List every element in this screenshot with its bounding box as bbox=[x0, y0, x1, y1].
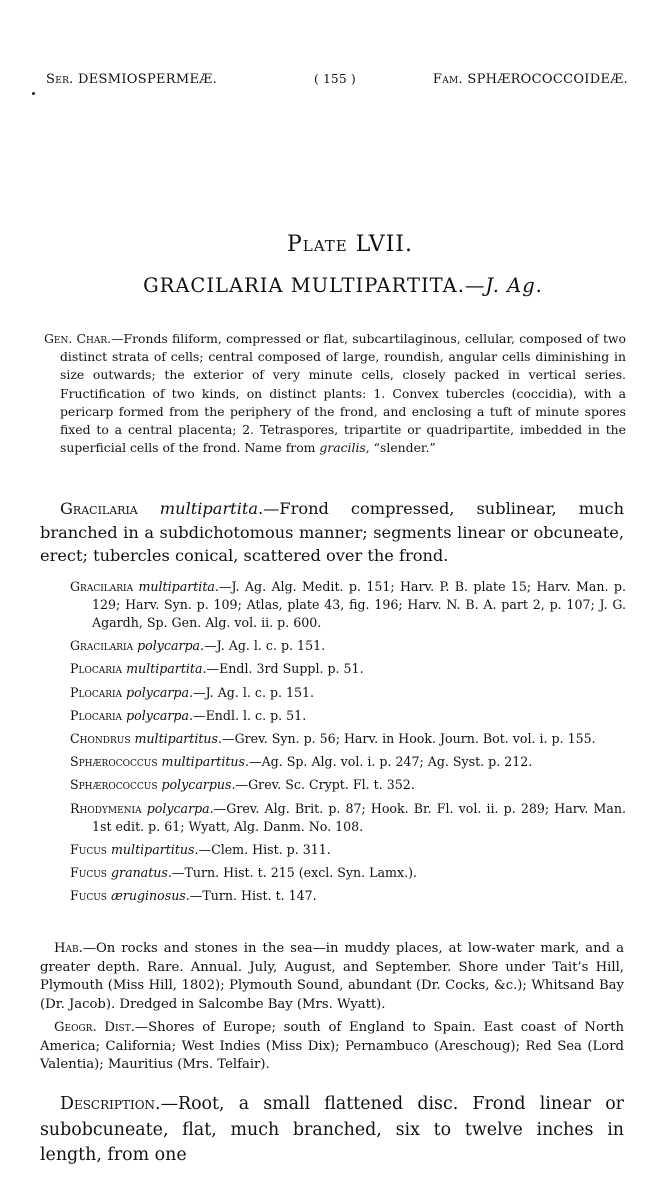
synonym-species: multipartita bbox=[126, 661, 203, 677]
synonym-genus: Plocaria bbox=[70, 684, 123, 700]
synonym-entry bbox=[70, 684, 626, 702]
synonym-genus: Fucus bbox=[70, 841, 107, 857]
diagnosis-species: multipartita bbox=[159, 499, 259, 518]
gen-char-label: Gen. Char. bbox=[44, 331, 112, 346]
species-title-author: J. Ag. bbox=[485, 274, 543, 297]
synonym-entry bbox=[70, 730, 626, 748]
synonym-genus: Chondrus bbox=[70, 730, 131, 746]
habitat-label: Hab. bbox=[54, 941, 83, 956]
synonym-entry bbox=[70, 637, 626, 655]
synonym-genus: Sphærococcus bbox=[70, 754, 158, 770]
header-series: Ser. DESMIOSPERMEÆ. bbox=[46, 72, 218, 87]
synonym-reference: .—Grev. Alg. Brit. p. 87; Hook. Br. Fl. vol. ii. p. 289; Harv. Man. 1st edit. p. 61; Wyatt, Alg. Danm. No. 108. bbox=[92, 800, 626, 834]
gen-char-text: —Fronds filiform, compressed or flat, subcartilaginous, cellular, composed of two distinct strata of cells; central composed of large, roundish, angular cells diminishing in size outwards; the exterior of very minute cells, closely packed in vertical series. Fructification of two kinds, on distinct plants: 1. Convex tubercles (coccidia), with a pericarp formed from the periphery of the frond, and enclosing a tuft of minute spores fixed to a central placenta; 2. Tetraspores, tripartite or quadripartite, imbedded in the superficial cells of the frond. Name from bbox=[60, 331, 627, 456]
synonym-entry bbox=[70, 776, 626, 794]
synonym-species: multipartitus bbox=[134, 730, 218, 746]
synonym-species: polycarpa bbox=[146, 800, 210, 816]
synonym-species: polycarpus bbox=[161, 777, 232, 793]
plate-heading: Plate LVII. bbox=[287, 232, 413, 257]
distribution-label: Geogr. Dist. bbox=[54, 1020, 135, 1035]
synonym-genus: Sphærococcus bbox=[70, 777, 158, 793]
synonym-species: æruginosus bbox=[110, 888, 186, 904]
page-number: ( 155 ) bbox=[314, 72, 356, 86]
synonym-species: multipartitus bbox=[110, 841, 195, 857]
synonym-reference: .—Endl. 3rd Suppl. p. 51. bbox=[202, 661, 364, 677]
synonym-entry bbox=[70, 707, 626, 725]
synonym-reference: .—Grev. Sc. Crypt. Fl. t. 352. bbox=[231, 777, 415, 793]
synonym-genus: Fucus bbox=[70, 888, 107, 904]
synonym-species: polycarpa bbox=[137, 638, 201, 654]
header-family: Fam. SPHÆROCOCCOIDEÆ. bbox=[432, 72, 628, 87]
synonym-genus: Rhodymenia bbox=[70, 800, 142, 816]
synonym-reference: .—J. Ag. l. c. p. 151. bbox=[200, 638, 326, 654]
synonym-reference: .—Ag. Sp. Alg. vol. i. p. 247; Ag. Syst. p. 212. bbox=[244, 754, 533, 770]
running-header bbox=[40, 72, 628, 92]
synonym-entry bbox=[70, 578, 626, 632]
synonym-entry bbox=[70, 887, 626, 905]
synonym-reference: .—J. Ag. l. c. p. 151. bbox=[189, 684, 315, 700]
synonym-entry bbox=[70, 753, 626, 771]
gen-char-etym-word: gracilis bbox=[319, 440, 366, 456]
synonym-genus: Plocaria bbox=[70, 707, 123, 723]
synonym-entry bbox=[70, 800, 626, 836]
synonym-genus: Plocaria bbox=[70, 661, 123, 677]
ink-dot bbox=[32, 92, 35, 95]
gen-char-etym-meaning: , “slender.” bbox=[365, 440, 436, 456]
species-diagnosis bbox=[40, 497, 624, 568]
synonym-species: granatus bbox=[110, 864, 168, 880]
diagnosis-text: .—Frond compressed, sublinear, much branched in a subdichotomous manner; segments linear or obcuneate, erect; tubercles conical, scattered over the frond. bbox=[40, 499, 624, 565]
synonym-genus: Gracilaria bbox=[70, 638, 134, 654]
synonym-entry bbox=[70, 660, 626, 678]
synonym-entry bbox=[70, 841, 626, 859]
synonym-reference: .—Turn. Hist. t. 147. bbox=[185, 888, 317, 904]
synonym-reference: .—Grev. Syn. p. 56; Harv. in Hook. Journ. Bot. vol. i. p. 155. bbox=[217, 730, 596, 746]
generic-character bbox=[44, 330, 626, 457]
synonymy-list bbox=[70, 578, 626, 910]
synonym-reference: .—Turn. Hist. t. 215 (excl. Syn. Lamx.). bbox=[167, 864, 417, 880]
synonym-reference: .—Endl. l. c. p. 51. bbox=[189, 707, 307, 723]
synonym-species: multipartitus bbox=[161, 754, 245, 770]
description-section bbox=[40, 1092, 624, 1169]
synonym-species: polycarpa bbox=[126, 684, 190, 700]
species-title bbox=[0, 274, 660, 297]
diagnosis-genus: Gracilaria bbox=[60, 499, 138, 518]
synonym-species: multipartita bbox=[138, 579, 215, 594]
description-text: —Root, a small flattened disc. Frond linear or subobcuneate, flat, much branched, six to twelve inches in length, from one bbox=[40, 1094, 624, 1165]
synonym-species: polycarpa bbox=[126, 707, 190, 723]
synonym-reference: .—Clem. Hist. p. 311. bbox=[194, 841, 331, 857]
habitat-section bbox=[40, 940, 624, 1080]
distribution-text: —Shores of Europe; south of England to Spain. East coast of North America; California; West Indies (Miss Dix); Pernambuco (Areschoug); Red Sea (Lord Valentia); Mauritius (Mrs. Telfair). bbox=[40, 1020, 625, 1072]
synonym-genus: Fucus bbox=[70, 864, 107, 880]
synonym-genus: Gracilaria bbox=[70, 579, 134, 594]
species-title-main: GRACILARIA MULTIPARTITA.— bbox=[143, 274, 486, 297]
habitat-text: —On rocks and stones in the sea—in muddy places, at low-water mark, and a greater depth. Rare. Annual. July, August, and September. Shore under Tait’s Hill, Plymouth (Miss Hill, 1802); Plymouth Sound, abundant (Dr. Cocks, &c.); Whitsand Bay (Dr. Jacob). Dredged in Salcombe Bay (Mrs. Wyatt). bbox=[40, 941, 624, 1012]
synonym-entry bbox=[70, 864, 626, 882]
description-label: Description. bbox=[60, 1094, 161, 1114]
synonym-reference: .—J. Ag. Alg. Medit. p. 151; Harv. P. B. plate 15; Harv. Man. p. 129; Harv. Syn. p. 109; Atlas, plate 43, fig. 196; Harv. N. B. A. part 2, p. 107; J. G. Agardh, Sp. Gen. Alg. vol. ii. p. 600. bbox=[92, 579, 626, 630]
